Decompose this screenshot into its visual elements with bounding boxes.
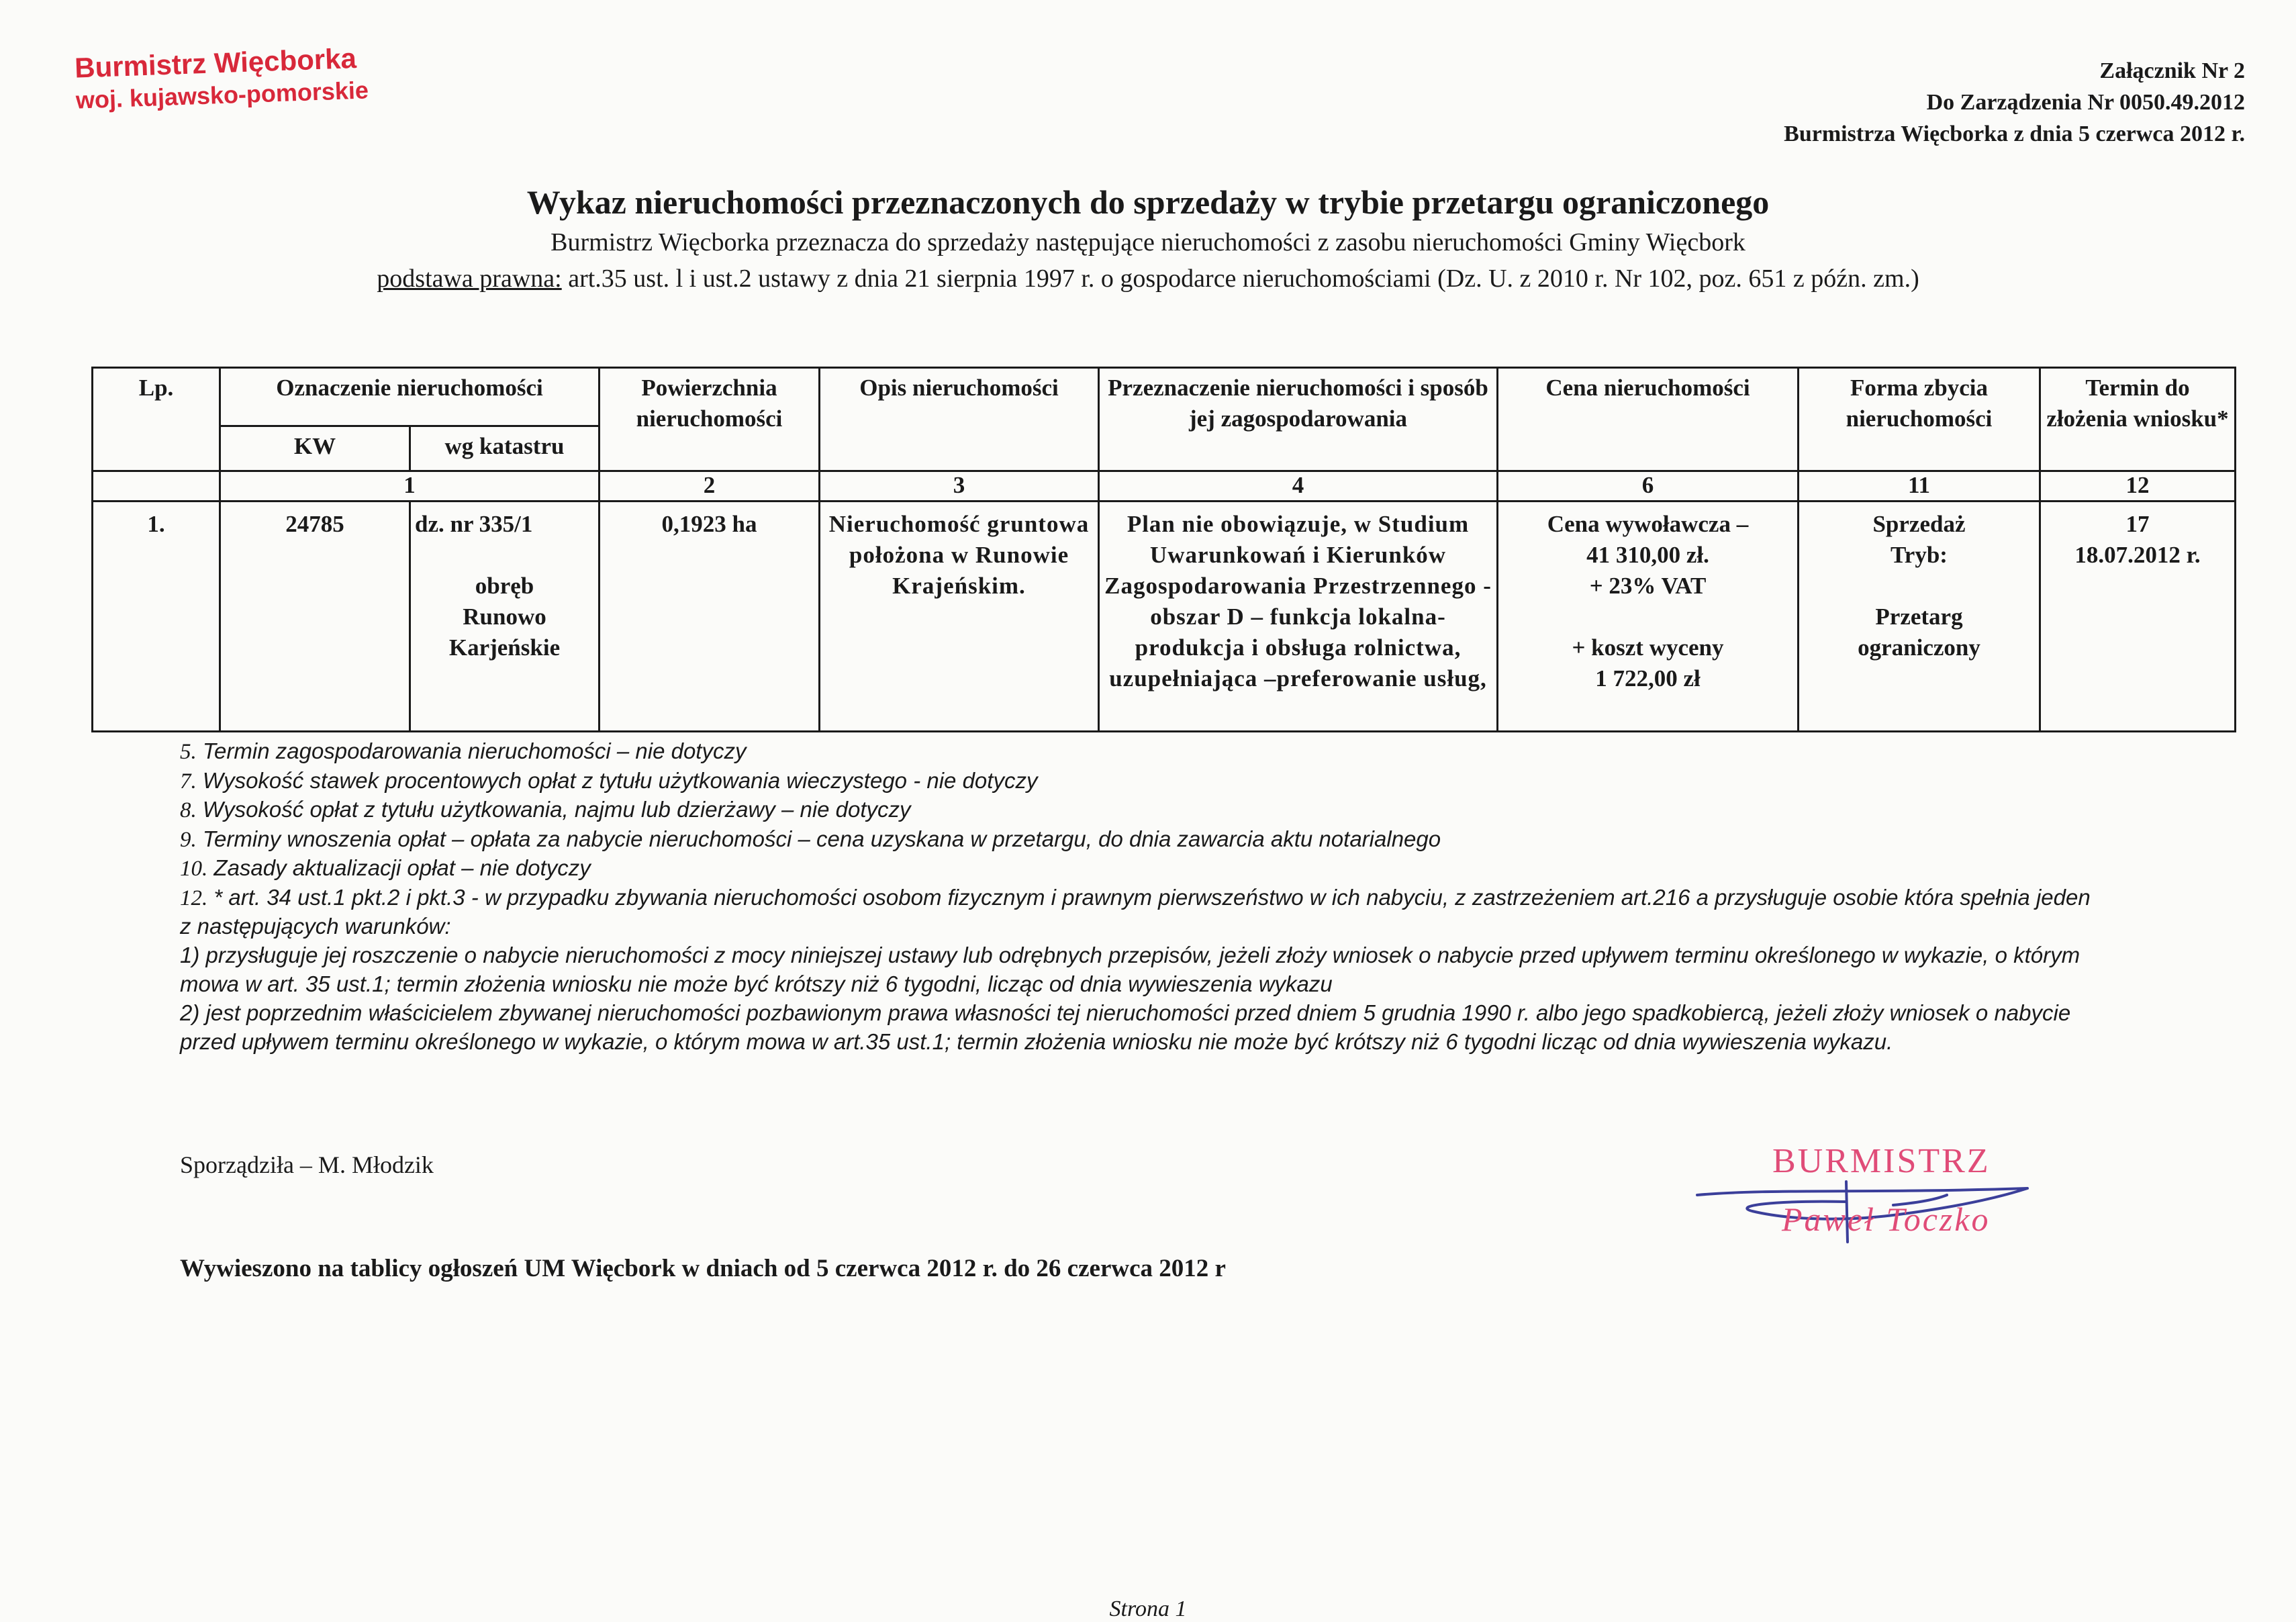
header-kw: KW <box>220 426 410 471</box>
notes-section <box>180 737 2100 1057</box>
legal-basis-text: art.35 ust. l i ust.2 ustawy z dnia 21 sierpnia 1997 r. o gospodarce nieruchomościami (Dz. U. z 2010 r. Nr 102, poz. 651 z późn. zm.) <box>561 265 1919 293</box>
note-text: Wysokość stawek procentowych opłat z tytułu użytkowania wieczystego - nie dotyczy <box>196 767 1038 793</box>
note-text: Termin zagospodarowania nieruchomości – nie dotyczy <box>196 738 747 763</box>
note-number: 7. <box>180 769 197 794</box>
plot-number: dz. nr 335/1 <box>415 511 533 537</box>
legal-basis <box>0 260 2296 297</box>
posting-notice: Wywieszono na tablicy ogłoszeń UM Więcbork w dniach od 5 czerwca 2012 r. do 26 czerwca 2012 r <box>180 1255 1226 1282</box>
cell-lp: 1. <box>93 502 220 732</box>
legal-basis-label: podstawa prawna: <box>377 265 562 293</box>
header-form: Forma zbycia nieruchomości <box>1799 368 2040 471</box>
table-row <box>93 502 2236 732</box>
note-text: * art. 34 ust.1 pkt.2 i pkt.3 - w przypadku zbywania nieruchomości osobom fizycznym i prawnym pierwszeństwo w ich nabyciu, z zastrzeżeniem art.216 a przysługuje osobie która spełnia jeden z następujących warunków: <box>180 884 2091 939</box>
note-text: 2) jest poprzednim właścicielem zbywanej nieruchomości pozbawionym prawa własności tej nieruchomości przed dniem 5 grudnia 1990 r. albo jego spadkobiercą, jeżeli złoży wniosek o nabycie przed upływem terminu określonego w wykazie, o którym mowa w art.35 ust.1; termin złożenia wniosku nie może być krótszy niż 6 tygodni licząc od dnia wywieszenia wykazu. <box>180 1000 2071 1054</box>
header-cadastre: wg katastru <box>410 426 600 471</box>
note-item <box>180 884 2100 941</box>
attachment-reference <box>1784 55 2245 150</box>
cell-cadastre <box>410 502 600 732</box>
price-line-4: + koszt wyceny <box>1572 634 1724 661</box>
stamp-line-2: woj. kujawsko-pomorskie <box>75 76 369 114</box>
cell-purpose: Plan nie obowiązuje, w Studium Uwarunkowań i Kierunków Zagospodarowania Przestrzennego - obszar D – funkcja lokalna-produkcja i obsługa rolnictwa, uzupełniająca –preferowanie usług, <box>1099 502 1498 732</box>
header-area: Powierzchnia nieruchomości <box>600 368 820 471</box>
note-number: 8. <box>180 798 197 822</box>
header-deadline: Termin do złożenia wniosku* <box>2040 368 2236 471</box>
header-lp: Lp. <box>93 368 220 471</box>
note-text: Zasady aktualizacji opłat – nie dotyczy <box>207 855 591 880</box>
header-row <box>93 368 2236 426</box>
column-number: 4 <box>1099 471 1498 502</box>
document-title: Wykaz nieruchomości przeznaczonych do sprzedaży w trybie przetargu ograniczonego <box>526 183 1770 221</box>
price-line-1: Cena wywoławcza – <box>1547 511 1749 537</box>
column-number-row <box>93 471 2236 502</box>
note-number: 9. <box>180 827 197 852</box>
form-line-3: Przetarg <box>1875 604 1963 630</box>
column-number: 3 <box>820 471 1099 502</box>
note-item <box>180 854 2100 884</box>
note-item <box>180 796 2100 825</box>
attachment-line-1: Załącznik Nr 2 <box>2099 58 2245 83</box>
cell-price <box>1498 502 1799 732</box>
note-item <box>180 941 2100 999</box>
mayor-name: Paweł Toczko <box>1782 1200 1991 1238</box>
cell-description: Nieruchomość gruntowa położona w Runowie Krajeńskim. <box>820 502 1099 732</box>
precinct-name-2: Karjeńskie <box>448 634 561 661</box>
note-text: Wysokość opłat z tytułu użytkowania, najmu lub dzierżawy – nie dotyczy <box>196 797 911 822</box>
attachment-line-3: Burmistrza Więcborka z dnia 5 czerwca 2012 r. <box>1784 122 2245 146</box>
deadline-line-1: 17 <box>2125 511 2150 537</box>
cell-deadline <box>2040 502 2236 732</box>
document-subtitle: Burmistrz Więcborka przeznacza do sprzedaży następujące nieruchomości z zasobu nieruchomości Gminy Więcbork <box>551 228 1745 256</box>
column-number-empty <box>93 471 220 502</box>
page-number: Strona 1 <box>1109 1596 1187 1621</box>
precinct-name-1: Runowo <box>463 604 546 630</box>
price-line-5: 1 722,00 zł <box>1595 665 1701 691</box>
note-item <box>180 999 2100 1057</box>
stamp-line-1: Burmistrz Więcborka <box>74 42 357 84</box>
note-text: Terminy wnoszenia opłat – opłata za nabycie nieruchomości – cena uzyskana w przetargu, do dnia zawarcia aktu notarialnego <box>196 826 1441 851</box>
price-line-3: + 23% VAT <box>1589 573 1707 599</box>
property-table <box>91 367 2236 732</box>
column-number: 11 <box>1799 471 2040 502</box>
note-item <box>180 737 2100 767</box>
note-item <box>180 825 2100 855</box>
note-number: 10. <box>180 857 208 881</box>
municipal-stamp <box>74 42 369 116</box>
attachment-line-2: Do Zarządzenia Nr 0050.49.2012 <box>1926 90 2245 115</box>
prepared-by: Sporządziła – M. Młodzik <box>180 1151 434 1178</box>
cell-area: 0,1923 ha <box>600 502 820 732</box>
column-number: 6 <box>1498 471 1799 502</box>
note-text: 1) przysługuje jej roszczenie o nabycie nieruchomości z mocy niniejszej ustawy lub odrębnych przepisów, jeżeli złoży wniosek o nabycie przed upływem terminu określonego w wykazie, o którym mowa w art. 35 ust.1; termin złożenia wniosku nie może być krótszy niż 6 tygodni, licząc od dnia wywieszenia wykazu <box>180 942 2080 996</box>
header-purpose: Przeznaczenie nieruchomości i sposób jej zagospodarowania <box>1099 368 1498 471</box>
column-number: 2 <box>600 471 820 502</box>
header-price: Cena nieruchomości <box>1498 368 1799 471</box>
header-designation: Oznaczenie nieruchomości <box>220 368 600 426</box>
form-line-4: ograniczony <box>1858 634 1980 661</box>
cell-kw: 24785 <box>220 502 410 732</box>
cell-form <box>1799 502 2040 732</box>
precinct-label: obręb <box>475 573 534 599</box>
note-number: 5. <box>180 740 197 764</box>
header-description: Opis nieruchomości <box>820 368 1099 471</box>
column-number: 12 <box>2040 471 2236 502</box>
form-line-1: Sprzedaż <box>1872 511 1966 537</box>
note-number: 12. <box>180 886 208 910</box>
mayor-stamp <box>1772 1141 1991 1239</box>
price-line-2: 41 310,00 zł. <box>1586 542 1709 568</box>
mayor-title: BURMISTRZ <box>1772 1142 1991 1180</box>
form-line-2: Tryb: <box>1891 542 1948 568</box>
document-heading <box>0 180 2296 297</box>
column-number: 1 <box>220 471 600 502</box>
note-item <box>180 767 2100 796</box>
deadline-line-2: 18.07.2012 r. <box>2074 542 2201 568</box>
